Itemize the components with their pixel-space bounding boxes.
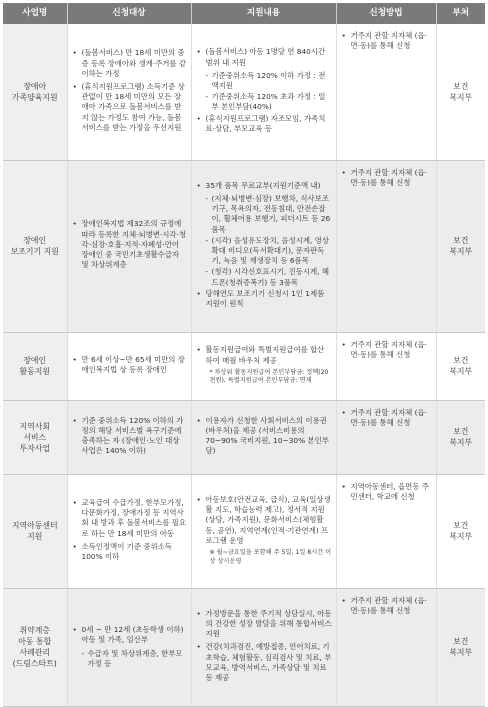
application-method-cell: [336, 332, 436, 400]
bullet-item: • 소득인정액이 기준 중위소득 100% 이하: [72, 542, 187, 562]
support-content-cell: [191, 588, 336, 706]
bullet-item: • 거주지 관할 지자체 (읍·면·동)를 통해 신청: [341, 168, 432, 188]
bullet-item: • (돌봄서비스) 만 18세 미만의 중증 등록 장애아와 생계·주거를 같이하는 가정: [72, 48, 187, 79]
header-support-content: 지원내용: [191, 3, 336, 24]
bullet-item: • 0세 ~ 만 12세 (초등학생 이하) 아동 및 가족, 임산부: [72, 625, 187, 645]
bullet-item: • 장애인복지법 제32조의 규정에 따라 등록한 지체·뇌병변·시각·청각·심장·호흡·지적·자폐성·언어 장애인 중 국민기초생활수급자 및 차상위계층: [72, 219, 187, 270]
bullet-item: • 거주지 관할 지자체 (읍·면·동)를 통해 신청: [341, 596, 432, 616]
bullet-item: • 가정방문을 통한 주기적 상담실시, 아동의 건강한 성장 발달을 위해 통합서비스 지원: [196, 609, 332, 640]
support-content-cell: [191, 24, 336, 160]
bullet-item: • 건강(치과검진, 예방접종, 언어치료, 기초학습, 체험활동, 심리검사 및 치료, 부모교육, 방역서비스, 가족상담 및 치료 등 제공: [196, 642, 332, 683]
table-row: [3, 24, 485, 160]
program-name-cell: 취약계층 아동 통합 사례관리 (드림스타트): [3, 588, 67, 706]
ministry-cell: 보건 복지부: [436, 400, 485, 474]
support-footnote: ※ 월~금요일을 포함해 주 5일, 1일 8시간 이상 상시운영: [209, 549, 332, 565]
header-ministry: 부처: [436, 3, 485, 24]
header-application-method: 신청방법: [336, 3, 436, 24]
table-header-row: [3, 3, 485, 24]
program-name-cell: 장애인 보조기기 지원: [3, 160, 67, 332]
bullet-item: • 교육급여 수급가정, 한부모가정, 다문화가정, 장애가정 등 지역사회 내 방과 후 돌봄서비스를 필요로 하는 만 18세 미만의 아동: [72, 498, 187, 539]
program-name-cell: 지역사회 서비스 투자사업: [3, 400, 67, 474]
eligibility-cell: [67, 332, 191, 400]
ministry-cell: 보건 복지부: [436, 160, 485, 332]
bullet-item: • 거주지 관할 지자체 (읍·면·동)를 통해 신청: [341, 31, 432, 51]
program-name-cell: 장애아 가족양육지원: [3, 24, 67, 160]
bullet-item: • 기준 중위소득 120% 이하의 가정의 해당 서비스별 욕구기준에 충족하는 자 (장애인·노인 대상사업은 140% 이하): [72, 416, 187, 457]
application-method-cell: [336, 474, 436, 588]
table-row: [3, 400, 485, 474]
support-content-cell: [191, 160, 336, 332]
ministry-cell: 보건 복지부: [436, 588, 485, 706]
sub-item: - (지체·뇌병변·심장) 보행차, 식사보조기구, 목욕의자, 전동침대, 안전손잡이, 휠체어용 보행기, 피더시트 등 26품목: [196, 194, 332, 235]
support-content-cell: [191, 400, 336, 474]
bullet-item: • (휴식지원프로그램) 자조모임, 가족치료·상담, 부모교육 등: [196, 114, 332, 134]
table-row: [3, 474, 485, 588]
table-row: [3, 332, 485, 400]
eligibility-cell: [67, 160, 191, 332]
application-method-cell: [336, 400, 436, 474]
welfare-table-document: [3, 3, 485, 707]
eligibility-cell: [67, 588, 191, 706]
sub-item: - (시각) 음성유도장치, 음성시계, 영상확대 비디오(독서확대기), 문자판독기, 녹음 및 재생장치 등 6품목: [196, 236, 332, 267]
application-method-cell: [336, 24, 436, 160]
welfare-programs-table: [3, 3, 485, 707]
application-method-cell: [336, 588, 436, 706]
bullet-item: • 활동지원급여와 특별지원급여를 합산하여 매월 바우처 제공: [196, 345, 332, 365]
bullet-item: • 지역아동센터, 읍면동 주민센터, 학교에 신청: [341, 482, 432, 502]
bullet-item: • 만 6세 이상~만 65세 미만의 장애인복지법 상 등록 장애인: [72, 355, 187, 375]
bullet-item: • 이용자가 신청한 사회서비스의 이용권(바우처)을 제공 (서비스비용의 70~90% 국비지원, 10~30% 본인부담): [196, 416, 332, 457]
program-name-cell: 지역아동센터 지원: [3, 474, 67, 588]
program-name-cell: 장애인 활동지원: [3, 332, 67, 400]
bullet-item: • 거주지 관할 지자체 (읍·면·동)를 통해 신청: [341, 340, 432, 360]
header-program-name: 사업명: [3, 3, 67, 24]
eligibility-cell: [67, 24, 191, 160]
bullet-item: • 당해연도 보조기기 신청시 1인 1제품 지원이 원칙: [196, 289, 332, 309]
eligibility-cell: [67, 474, 191, 588]
sub-item: - 기준중위소득 120% 초과 가정 : 일부 본인부담(40%): [196, 92, 332, 112]
support-content-cell: [191, 332, 336, 400]
ministry-cell: 보건 복지부: [436, 474, 485, 588]
support-content-cell: [191, 474, 336, 588]
sub-item: - (청각) 시각신호표시기, 진동시계, 헤드폰(청취증폭기) 등 3품목: [196, 267, 332, 287]
table-row: [3, 588, 485, 706]
bullet-item: • 거주지 관할 지자체 (읍·면·동)를 통해 신청: [341, 408, 432, 428]
sub-item: - 수급자 및 차상위계층, 한부모가정 등: [72, 649, 187, 669]
sub-item: - 기준중위소득 120% 이하 가정 : 전액지원: [196, 71, 332, 91]
ministry-cell: 보건 복지부: [436, 24, 485, 160]
application-method-cell: [336, 160, 436, 332]
eligibility-cell: [67, 400, 191, 474]
header-eligibility: 신청대상: [67, 3, 191, 24]
table-row: [3, 160, 485, 332]
bullet-item: • 아동보호(안전교육, 급식), 교육(일상생활 지도, 학습능력 제고), 정서적 지원(상담, 가족지원), 문화서비스(체험활동, 공연), 지역연계(인적·기관연계) 프로그램 운영: [196, 495, 332, 546]
ministry-cell: 보건 복지부: [436, 332, 485, 400]
bullet-item: • 35개 품목 무료교부(지원기준액 내): [196, 181, 332, 191]
bullet-item: • (돌봄서비스) 아동 1명당 연 840시간 범위 내 지원: [196, 47, 332, 67]
support-footnote: * 차상위 활동지원급여 본인부담금: 정액(20천원), 특별지원급여 본인부담금: 면제: [209, 368, 329, 385]
bullet-item: • (휴식지원프로그램) 소득기준 상관없이 만 18세 미만의 모든 장애아 가족으로 돌봄서비스를 받지 않는 가정도 참여 가능, 돌봄서비스를 받는 가정을 우선지원: [72, 82, 187, 133]
